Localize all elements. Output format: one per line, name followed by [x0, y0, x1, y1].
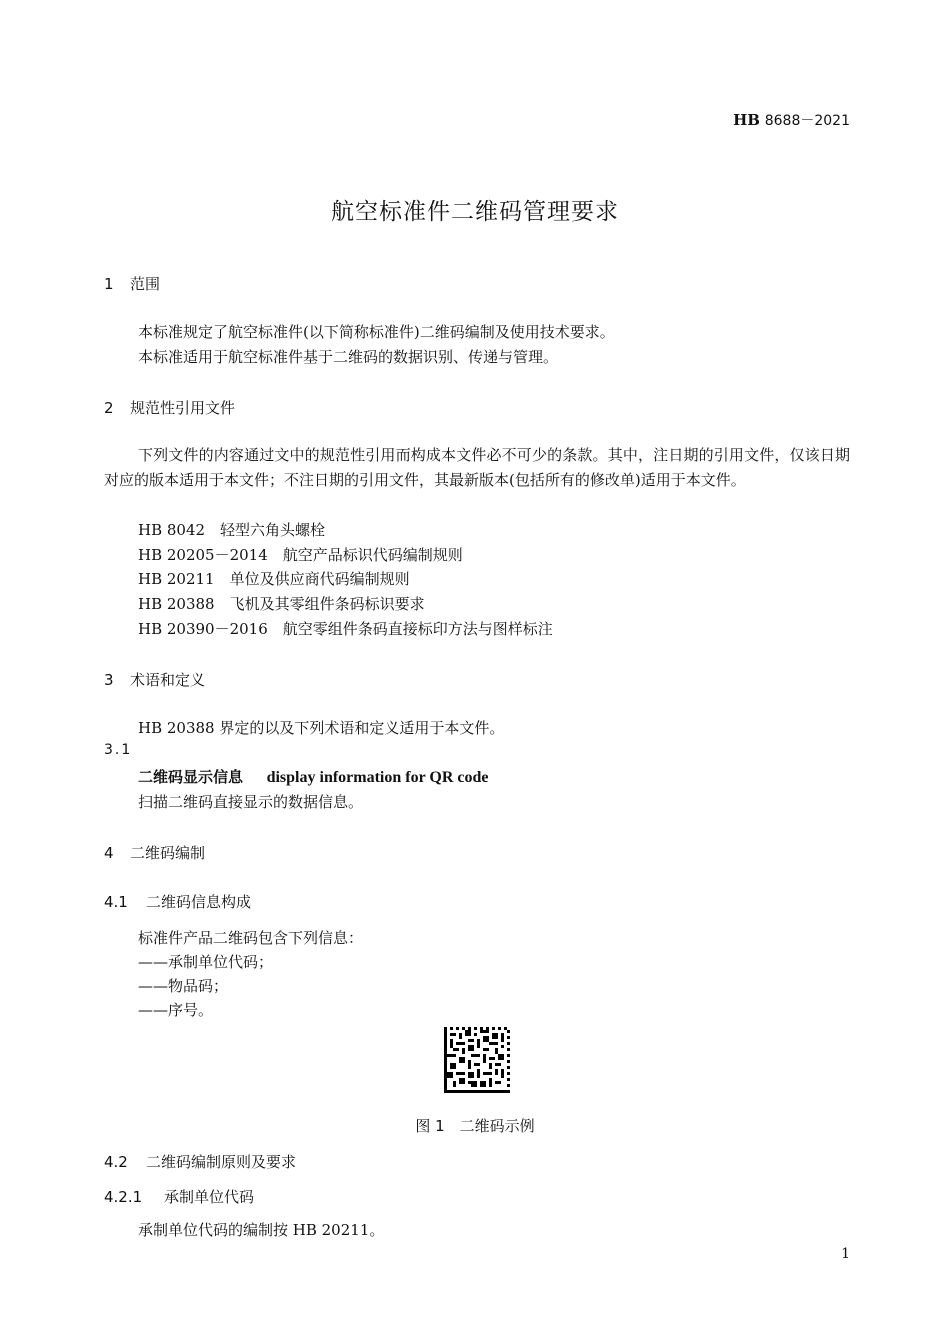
reference-item: HB 8042 轻型六角头螺栓	[138, 521, 326, 539]
section-1-heading: 1 范围	[104, 275, 161, 293]
term-en: display information for QR code	[266, 769, 489, 786]
section-4-heading: 4 二维码编制	[104, 844, 206, 862]
page-title: 航空标准件二维码管理要求	[331, 199, 619, 225]
section-4-1-intro: 标准件产品二维码包含下列信息：	[138, 929, 364, 947]
term-number: 3.1	[104, 742, 133, 758]
section-2-heading: 2 规范性引用文件	[104, 399, 236, 417]
standard-prefix: HB	[733, 111, 760, 129]
reference-item: HB 20388 飞机及其零组件条码标识要求	[138, 595, 425, 613]
section-3-intro: HB 20388 界定的以及下列术语和定义适用于本文件。	[138, 719, 505, 737]
term-definition: 扫描二维码直接显示的数据信息。	[138, 793, 364, 811]
standard-code	[733, 110, 850, 130]
reference-item: HB 20205－2014 航空产品标识代码编制规则	[138, 546, 463, 564]
section-4-2-1-text: 承制单位代码的编制按 HB 20211。	[138, 1221, 385, 1239]
section-4-1-heading: 4.1 二维码信息构成	[104, 893, 252, 911]
page-number: 1	[841, 1246, 850, 1262]
section-1-para-2: 本标准适用于航空标准件基于二维码的数据识别、传递与管理。	[138, 348, 559, 366]
list-item: ——物品码；	[138, 977, 229, 995]
reference-item: HB 20390－2016 航空零组件条码直接标印方法与图样标注	[138, 620, 553, 638]
reference-item: HB 20211 单位及供应商代码编制规则	[138, 570, 410, 588]
list-item: ——承制单位代码；	[138, 953, 274, 971]
qr-code-image	[444, 1027, 510, 1093]
term-zh: 二维码显示信息	[138, 768, 244, 786]
section-4-2-1-heading: 4.2.1 承制单位代码	[104, 1188, 255, 1206]
term-title	[138, 766, 489, 787]
section-2-intro: 下列文件的内容通过文中的规范性引用而构成本文件必不可少的条款。其中，注日期的引用文件，仅该日期对应的版本适用于本文件；不注日期的引用文件，其最新版本(包括所有的修改单)适用于本文件。	[104, 446, 850, 489]
section-4-2-heading: 4.2 二维码编制原则及要求	[104, 1153, 297, 1171]
figure-caption: 图 1 二维码示例	[415, 1117, 535, 1135]
section-1-para-1: 本标准规定了航空标准件(以下简称标准件)二维码编制及使用技术要求。	[138, 323, 615, 341]
list-item: ——序号。	[138, 1001, 214, 1019]
standard-number: 8688－2021	[764, 113, 850, 129]
section-3-heading: 3 术语和定义	[104, 671, 206, 689]
